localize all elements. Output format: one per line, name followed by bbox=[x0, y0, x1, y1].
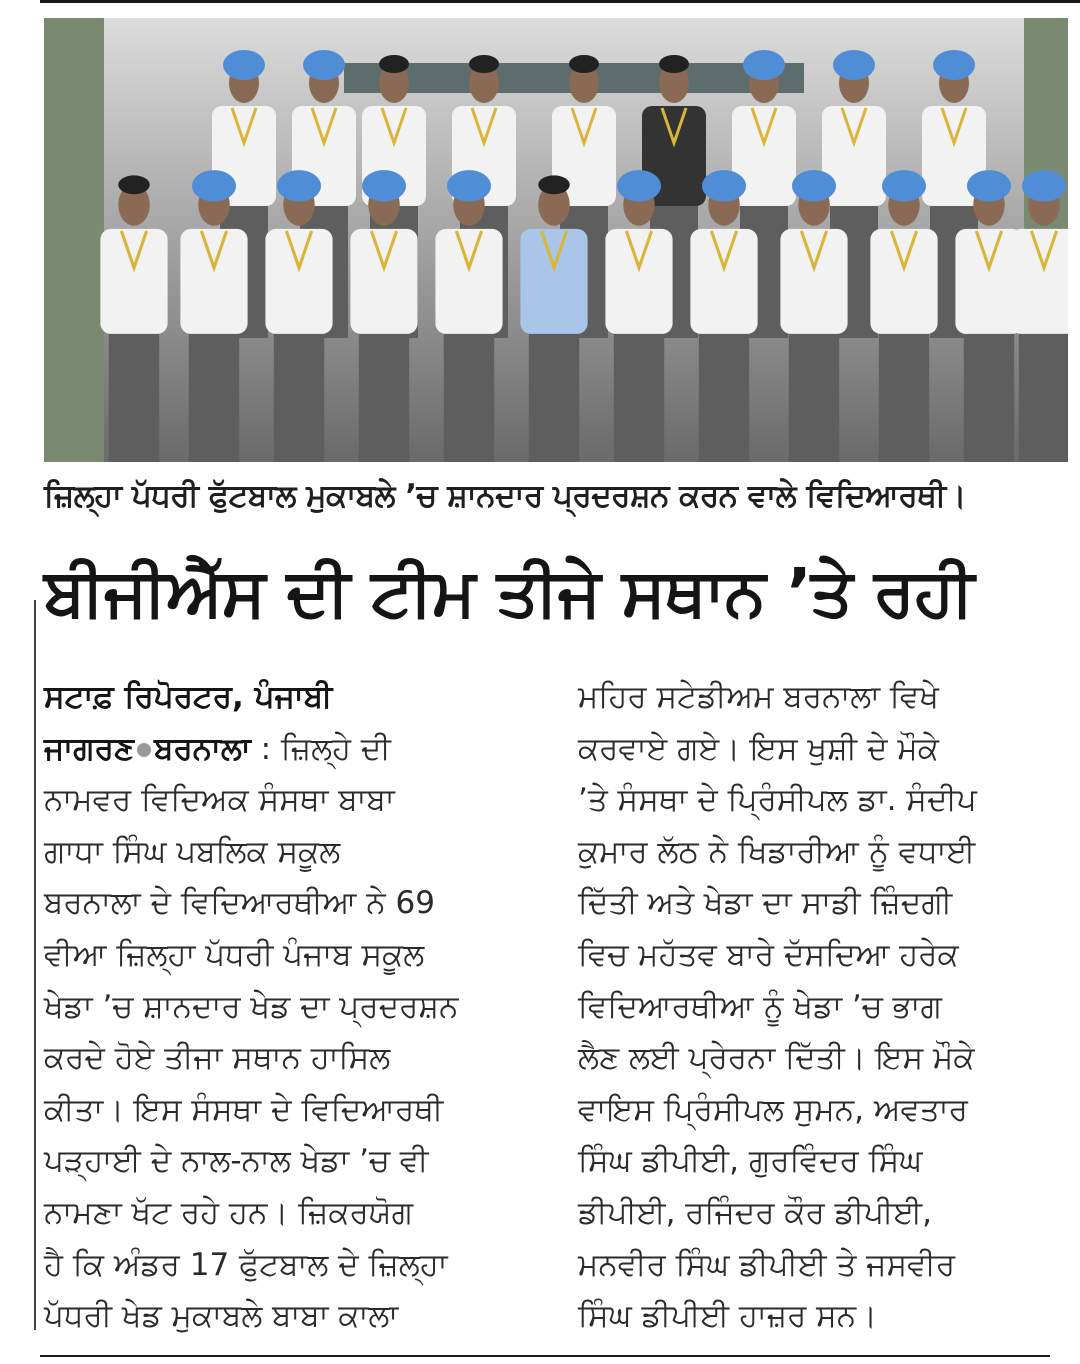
article-line: ਕਰਵਾਏ ਗਏ। ਇਸ ਖੁਸ਼ੀ ਦੇ ਮੌਕੇ bbox=[578, 730, 939, 767]
article-line: ਕਰਦੇ ਹੋਏ ਤੀਜਾ ਸਥਾਨ ਹਾਸਿਲ bbox=[44, 1040, 391, 1077]
article-lead: : ਜ਼ਿਲ੍ਹੇ ਦੀ bbox=[250, 730, 391, 767]
article-column-right bbox=[578, 672, 1068, 1343]
article-line: ਡੀਪੀਈ, ਰਜਿੰਦਰ ਕੌਰ ਡੀਪੀਈ, bbox=[578, 1194, 932, 1231]
photo-caption: ਜ਼ਿਲ੍ਹਾ ਪੱਧਰੀ ਫੁੱਟਬਾਲ ਮੁਕਾਬਲੇ ’ਚ ਸ਼ਾਨਦਾਰ ਪ੍ਰਦਰਸ਼ਨ ਕਰਨ ਵਾਲੇ ਵਿਦਿਆਰਥੀ। bbox=[44, 478, 967, 514]
byline-reporter: ਸਟਾਫ਼ ਰਿਪੋਰਟਰ, ਪੰਜਾਬੀ bbox=[44, 679, 333, 715]
article-line: ਵੀਆ ਜ਼ਿਲ੍ਹਾ ਪੱਧਰੀ ਪੰਜਾਬ ਸਕੂਲ bbox=[44, 936, 425, 973]
article-column-left bbox=[44, 672, 514, 1343]
group-photo-illustration bbox=[44, 18, 1068, 462]
article-line: ਖੇਡਾ ’ਚ ਸ਼ਾਨਦਾਰ ਖੇਡ ਦਾ ਪ੍ਰਦਰਸ਼ਨ bbox=[44, 988, 459, 1025]
article-line: ਕੀਤਾ। ਇਸ ਸੰਸਥਾ ਦੇ ਵਿਦਿਆਰਥੀ bbox=[44, 1091, 444, 1128]
article-line: ਪੜ੍ਹਾਈ ਦੇ ਨਾਲ-ਨਾਲ ਖੇਡਾ ’ਚ ਵੀ bbox=[44, 1143, 429, 1180]
article-line: ਪੱਧਰੀ ਖੇਡ ਮੁਕਾਬਲੇ ਬਾਬਾ ਕਾਲਾ bbox=[44, 1298, 399, 1335]
article-line: ਮਹਿਰ ਸਟੇਡੀਅਮ ਬਰਨਾਲਾ ਵਿਖੇ bbox=[578, 679, 939, 715]
article-line: ’ਤੇ ਸੰਸਥਾ ਦੇ ਪ੍ਰਿੰਸੀਪਲ ਡਾ. ਸੰਦੀਪ bbox=[578, 782, 977, 819]
bottom-rule bbox=[40, 1355, 1050, 1357]
headline: ਬੀਜੀਐੱਸ ਦੀ ਟੀਮ ਤੀਜੇ ਸਥਾਨ ’ਤੇ ਰਹੀ bbox=[44, 554, 974, 631]
article-line: ਨਾਮਵਰ ਵਿਦਿਅਕ ਸੰਸਥਾ ਬਾਬਾ bbox=[44, 782, 395, 819]
article-line: ਵਿਦਿਆਰਥੀਆ ਨੂੰ ਖੇਡਾ ’ਚ ਭਾਗ bbox=[578, 988, 942, 1025]
bullet-icon bbox=[137, 743, 151, 757]
article-line: ਸਿੰਘ ਡੀਪੀਈ ਹਾਜ਼ਰ ਸਨ। bbox=[578, 1298, 878, 1335]
right-column-lines bbox=[578, 672, 1068, 1343]
article-line: ਦਿੱਤੀ ਅਤੇ ਖੇਡਾ ਦਾ ਸਾਡੀ ਜ਼ਿੰਦਗੀ bbox=[578, 885, 953, 922]
article-line: ਮਨਵੀਰ ਸਿੰਘ ਡੀਪੀਈ ਤੇ ਜਸਵੀਰ bbox=[578, 1246, 956, 1283]
top-rule bbox=[40, 0, 1080, 3]
left-rule bbox=[34, 600, 36, 1330]
article-line: ਸਿੰਘ ਡੀਪੀਈ, ਗੁਰਵਿੰਦਰ ਸਿੰਘ bbox=[578, 1143, 923, 1180]
left-column-lines bbox=[44, 775, 514, 1343]
article-line: ਵਿਚ ਮਹੱਤਵ ਬਾਰੇ ਦੱਸਦਿਆ ਹਰੇਕ bbox=[578, 936, 959, 973]
article-line: ਲੈਣ ਲਈ ਪ੍ਰੇਰਨਾ ਦਿੱਤੀ। ਇਸ ਮੌਕੇ bbox=[578, 1040, 975, 1077]
byline-dateline bbox=[44, 724, 514, 776]
byline-place: ਬਰਨਾਲਾ bbox=[154, 730, 251, 767]
article-line: ਵਾਇਸ ਪ੍ਰਿੰਸੀਪਲ ਸੁਮਨ, ਅਵਤਾਰ bbox=[578, 1091, 968, 1128]
article-line: ਬਰਨਾਲਾ ਦੇ ਵਿਦਿਆਰਥੀਆ ਨੇ 69 bbox=[44, 885, 435, 922]
article-line: ਗਾਧਾ ਸਿੰਘ ਪਬਲਿਕ ਸਕੂਲ bbox=[44, 833, 341, 870]
group-photo bbox=[44, 18, 1068, 462]
article-line: ਹੈ ਕਿ ਅੰਡਰ 17 ਫੁੱਟਬਾਲ ਦੇ ਜ਼ਿਲ੍ਹਾ bbox=[44, 1246, 448, 1283]
article-line: ਨਾਮਣਾ ਖੱਟ ਰਹੇ ਹਨ। ਜ਼ਿਕਰਯੋਗ bbox=[44, 1194, 414, 1231]
byline-paper: ਜਾਗਰਣ bbox=[44, 730, 135, 767]
article-line: ਕੁਮਾਰ ਲੱਠ ਨੇ ਖਿਡਾਰੀਆ ਨੂੰ ਵਧਾਈ bbox=[578, 833, 976, 870]
